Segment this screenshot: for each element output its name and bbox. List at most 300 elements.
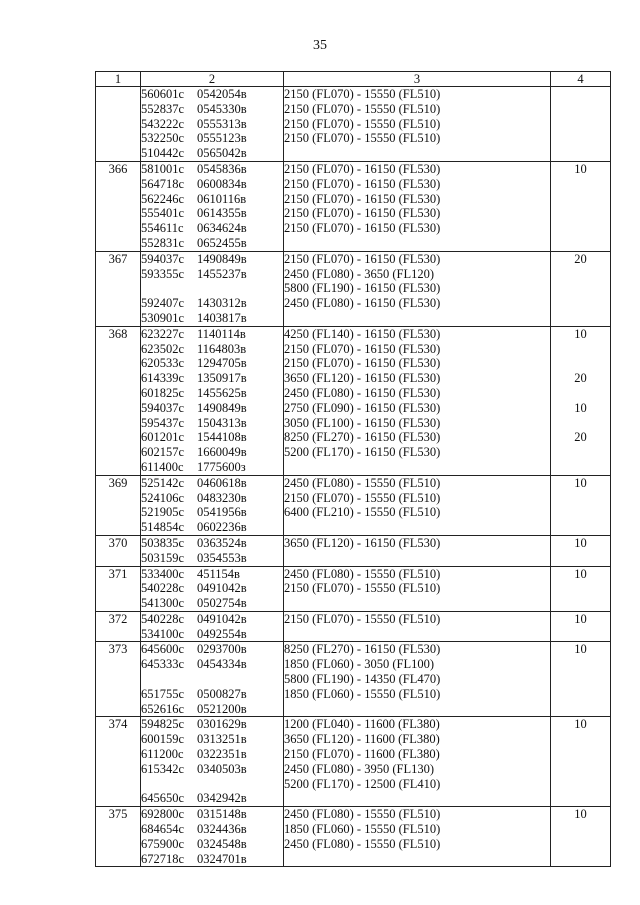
value — [551, 102, 610, 117]
latitude: 651755с — [141, 686, 185, 701]
value-cell — [551, 251, 611, 326]
coordinate-line — [141, 416, 283, 431]
altitude-range-cell — [284, 87, 551, 162]
table-row — [96, 161, 611, 251]
coordinate-line — [141, 822, 283, 837]
latitude: 524106с — [141, 490, 185, 505]
coordinate-line — [141, 87, 283, 102]
latitude: 503159с — [141, 550, 185, 565]
coordinate-line — [141, 581, 283, 596]
table-header-row — [96, 72, 611, 87]
latitude: 592407с — [141, 296, 185, 311]
latitude: 503835с — [141, 535, 185, 550]
altitude-range-cell — [284, 611, 551, 642]
longitude: 0502754в — [197, 596, 247, 611]
longitude: 0634624в — [197, 221, 247, 236]
row-number: 375 — [96, 807, 141, 867]
altitude-range — [284, 551, 550, 566]
latitude: 602157с — [141, 445, 185, 460]
value: 10 — [574, 400, 587, 415]
coordinate-line — [141, 520, 283, 535]
coordinate-line — [141, 505, 283, 520]
longitude: 0565042в — [197, 146, 247, 161]
latitude: 684654с — [141, 822, 185, 837]
value: 20 — [574, 371, 587, 386]
altitude-range-cell — [284, 251, 551, 326]
latitude: 623502с — [141, 341, 185, 356]
value — [551, 267, 610, 282]
value-cell — [551, 535, 611, 566]
altitude-range: 3650 (FL120) - 11600 (FL380) — [284, 732, 440, 747]
coordinate-line — [141, 281, 283, 296]
table-row — [96, 717, 611, 807]
coordinate-line — [141, 672, 283, 687]
value — [551, 837, 610, 852]
altitude-range: 2150 (FL070) - 15550 (FL510) — [284, 490, 441, 505]
value-cell — [551, 475, 611, 535]
value: 10 — [574, 807, 587, 822]
value — [551, 342, 610, 357]
coordinate-line — [141, 386, 283, 401]
coordinate-line — [141, 687, 283, 702]
longitude: 0521200в — [197, 701, 247, 716]
latitude: 564718с — [141, 176, 185, 191]
coordinate-line — [141, 342, 283, 357]
value — [551, 822, 610, 837]
latitude: 581001с — [141, 161, 185, 176]
coordinate-line — [141, 192, 283, 207]
value: 10 — [574, 566, 587, 581]
value-cell — [551, 87, 611, 162]
altitude-range — [284, 311, 550, 326]
coordinate-line — [141, 762, 283, 777]
value — [551, 491, 610, 506]
table-row — [96, 807, 611, 867]
altitude-range: 2150 (FL070) - 15550 (FL510) — [284, 581, 441, 596]
longitude: 0542054в — [197, 87, 247, 101]
value — [551, 206, 610, 221]
value — [551, 460, 610, 475]
coordinates-cell — [141, 326, 284, 475]
coordinates-cell — [141, 251, 284, 326]
longitude: 0491042в — [197, 581, 247, 596]
latitude: 620533с — [141, 356, 185, 371]
altitude-range: 5800 (FL190) - 16150 (FL530) — [284, 281, 441, 296]
altitude-range: 2150 (FL070) - 15550 (FL510) — [284, 87, 441, 101]
longitude: 0555123в — [197, 131, 247, 146]
longitude: 1403817в — [197, 310, 247, 325]
longitude: 1294705в — [197, 356, 247, 371]
longitude: 1490849в — [197, 400, 247, 415]
value: 10 — [574, 611, 587, 626]
longitude: 0602236в — [197, 520, 247, 535]
latitude: 615342с — [141, 761, 185, 776]
table-row — [96, 611, 611, 642]
value — [551, 747, 610, 762]
altitude-range: 5800 (FL190) - 14350 (FL470) — [284, 672, 441, 687]
altitude-range: 2450 (FL080) - 16150 (FL530) — [284, 296, 441, 311]
coordinate-line — [141, 445, 283, 460]
latitude: 652616с — [141, 701, 185, 716]
value: 10 — [574, 642, 587, 657]
altitude-range: 3050 (FL100) - 16150 (FL530) — [284, 415, 441, 430]
coordinate-line — [141, 612, 283, 627]
row-number — [96, 87, 141, 162]
coordinate-line — [141, 146, 283, 161]
longitude: 1430312в — [197, 296, 247, 311]
latitude: 672718с — [141, 851, 185, 866]
longitude: 0545836в — [197, 161, 247, 176]
longitude: 1490849в — [197, 251, 247, 266]
coordinate-line — [141, 296, 283, 311]
latitude: 645650с — [141, 791, 185, 806]
value — [551, 386, 610, 401]
longitude: 1504313в — [197, 415, 247, 430]
table-row — [96, 566, 611, 611]
altitude-range: 2150 (FL070) - 16150 (FL530) — [284, 206, 441, 221]
longitude: 0315148в — [197, 807, 247, 822]
value — [551, 221, 610, 236]
table-row — [96, 251, 611, 326]
latitude: 601825с — [141, 385, 185, 400]
value-cell — [551, 642, 611, 717]
value — [551, 131, 610, 146]
latitude: 594037с — [141, 251, 185, 266]
column-header-2: 2 — [141, 72, 284, 87]
coordinates-cell — [141, 566, 284, 611]
latitude: 692800с — [141, 807, 185, 822]
longitude: 1775600з — [197, 459, 246, 474]
longitude: 0541956в — [197, 505, 247, 520]
row-number: 374 — [96, 717, 141, 807]
latitude: 533400с — [141, 566, 185, 581]
latitude: 554611с — [141, 221, 184, 236]
row-number: 367 — [96, 251, 141, 326]
value — [551, 87, 610, 102]
value — [551, 192, 610, 207]
latitude: 562246с — [141, 191, 185, 206]
column-header-3: 3 — [284, 72, 551, 87]
altitude-range: 2150 (FL070) - 16150 (FL530) — [284, 221, 441, 236]
coordinate-line — [141, 717, 283, 732]
altitude-range: 2450 (FL080) - 15550 (FL510) — [284, 475, 441, 490]
table-row — [96, 475, 611, 535]
row-number: 373 — [96, 642, 141, 717]
coordinate-line — [141, 491, 283, 506]
latitude: 594037с — [141, 400, 185, 415]
longitude: 0545330в — [197, 101, 247, 116]
row-number: 372 — [96, 611, 141, 642]
altitude-range — [284, 236, 550, 251]
longitude: 0460618в — [197, 475, 247, 490]
value: 20 — [574, 430, 587, 445]
longitude: 0342942в — [197, 791, 247, 806]
altitude-range — [284, 146, 550, 161]
longitude: 0492554в — [197, 626, 247, 641]
value — [551, 356, 610, 371]
altitude-range: 2150 (FL070) - 15550 (FL510) — [284, 116, 441, 131]
longitude: 0454334в — [197, 657, 247, 672]
longitude: 0322351в — [197, 747, 247, 762]
latitude: 614339с — [141, 371, 185, 386]
altitude-range: 2750 (FL090) - 16150 (FL530) — [284, 400, 441, 415]
value — [551, 416, 610, 431]
coordinate-line — [141, 162, 283, 177]
latitude: 534100с — [141, 626, 185, 641]
value — [551, 852, 610, 867]
coordinate-line — [141, 702, 283, 717]
value — [551, 445, 610, 460]
latitude: 543222с — [141, 116, 185, 131]
altitude-range: 2150 (FL070) - 15550 (FL510) — [284, 611, 441, 626]
coordinate-line — [141, 252, 283, 267]
value: 10 — [574, 717, 587, 732]
value — [551, 146, 610, 161]
longitude: 1455625в — [197, 385, 247, 400]
altitude-range: 2150 (FL070) - 11600 (FL380) — [284, 747, 440, 762]
altitude-range: 2150 (FL070) - 16150 (FL530) — [284, 356, 441, 371]
coordinate-line — [141, 177, 283, 192]
table-row — [96, 642, 611, 717]
value — [551, 581, 610, 596]
coordinate-line — [141, 131, 283, 146]
altitude-range — [284, 791, 550, 806]
longitude: 0340503в — [197, 761, 247, 776]
altitude-range — [284, 520, 550, 535]
altitude-range-cell — [284, 535, 551, 566]
coordinates-cell — [141, 535, 284, 566]
coordinates-cell — [141, 87, 284, 162]
value — [551, 657, 610, 672]
value — [551, 596, 610, 611]
longitude: 0614355в — [197, 206, 247, 221]
latitude: 611200с — [141, 747, 184, 762]
value-cell — [551, 717, 611, 807]
longitude: 1350917в — [197, 371, 247, 386]
altitude-range: 3650 (FL120) - 16150 (FL530) — [284, 371, 441, 386]
longitude: 0354553в — [197, 550, 247, 565]
value-cell — [551, 807, 611, 867]
coordinate-line — [141, 852, 283, 867]
coordinate-line — [141, 596, 283, 611]
longitude: 1164803в — [197, 341, 247, 356]
row-number: 366 — [96, 161, 141, 251]
coordinate-line — [141, 791, 283, 806]
longitude: 0652455в — [197, 235, 247, 250]
coordinate-line — [141, 732, 283, 747]
value — [551, 236, 610, 251]
latitude: 600159с — [141, 732, 185, 747]
value — [551, 627, 610, 642]
row-number: 370 — [96, 535, 141, 566]
longitude: 0324701в — [197, 851, 247, 866]
altitude-range: 5200 (FL170) - 16150 (FL530) — [284, 445, 441, 460]
value: 10 — [574, 535, 587, 550]
latitude: 532250с — [141, 131, 185, 146]
value — [551, 281, 610, 296]
altitude-range — [284, 852, 550, 867]
latitude: 594825с — [141, 717, 185, 732]
latitude: 514854с — [141, 520, 185, 535]
latitude: 555401с — [141, 206, 185, 221]
longitude: 1544108в — [197, 430, 247, 445]
longitude: 0313251в — [197, 732, 247, 747]
altitude-range — [284, 702, 550, 717]
altitude-range-cell — [284, 807, 551, 867]
value — [551, 520, 610, 535]
table-row — [96, 326, 611, 475]
latitude: 611400с — [141, 459, 184, 474]
latitude: 645333с — [141, 657, 185, 672]
value — [551, 791, 610, 806]
longitude: 1660049в — [197, 445, 247, 460]
latitude: 541300с — [141, 596, 185, 611]
value: 10 — [574, 475, 587, 490]
altitude-range: 6400 (FL210) - 15550 (FL510) — [284, 505, 441, 520]
coordinate-line — [141, 460, 283, 475]
value — [551, 777, 610, 792]
longitude: 1140114в — [197, 326, 246, 341]
coordinate-line — [141, 536, 283, 551]
coordinate-line — [141, 102, 283, 117]
page-number: 35 — [313, 38, 327, 53]
value — [551, 672, 610, 687]
value — [551, 702, 610, 717]
value — [551, 687, 610, 702]
coordinate-line — [141, 267, 283, 282]
column-header-4: 4 — [551, 72, 611, 87]
table-body — [96, 87, 611, 867]
coordinate-line — [141, 221, 283, 236]
coordinate-line — [141, 837, 283, 852]
coordinates-cell — [141, 807, 284, 867]
column-header-1: 1 — [96, 72, 141, 87]
altitude-range — [284, 596, 550, 611]
latitude: 552831с — [141, 235, 185, 250]
coordinate-line — [141, 327, 283, 342]
coordinate-line — [141, 657, 283, 672]
coordinate-line — [141, 356, 283, 371]
latitude: 593355с — [141, 266, 185, 281]
altitude-range: 2450 (FL080) - 3950 (FL130) — [284, 761, 434, 776]
longitude: 0293700в — [197, 642, 247, 657]
latitude: 510442с — [141, 146, 185, 161]
altitude-range: 2150 (FL070) - 16150 (FL530) — [284, 191, 441, 206]
coordinate-line — [141, 642, 283, 657]
longitude: 0363524в — [197, 535, 247, 550]
latitude: 525142с — [141, 475, 185, 490]
coordinate-line — [141, 206, 283, 221]
coordinate-line — [141, 401, 283, 416]
value — [551, 117, 610, 132]
latitude: 530901с — [141, 310, 185, 325]
altitude-range: 8250 (FL270) - 16150 (FL530) — [284, 642, 441, 657]
altitude-range: 2450 (FL080) - 3650 (FL120) — [284, 266, 434, 281]
value: 10 — [574, 161, 587, 176]
longitude: 1455237в — [197, 266, 247, 281]
value: 20 — [574, 251, 587, 266]
altitude-range: 4250 (FL140) - 16150 (FL530) — [284, 326, 441, 341]
altitude-range: 2450 (FL080) - 16150 (FL530) — [284, 385, 441, 400]
latitude: 552837с — [141, 101, 185, 116]
coordinate-line — [141, 777, 283, 792]
coordinate-line — [141, 117, 283, 132]
value — [551, 177, 610, 192]
longitude: 451154в — [197, 566, 240, 581]
coordinate-line — [141, 311, 283, 326]
coordinate-line — [141, 430, 283, 445]
altitude-range: 1200 (FL040) - 11600 (FL380) — [284, 717, 440, 732]
altitude-range — [284, 460, 550, 475]
value — [551, 296, 610, 311]
latitude: 601201с — [141, 430, 185, 445]
altitude-range: 3650 (FL120) - 16150 (FL530) — [284, 535, 441, 550]
coordinates-cell — [141, 161, 284, 251]
value — [551, 732, 610, 747]
latitude: 595437с — [141, 415, 185, 430]
longitude: 0610116в — [197, 191, 247, 206]
latitude: 675900с — [141, 836, 185, 851]
latitude: 645600с — [141, 642, 185, 657]
altitude-range: 2150 (FL070) - 16150 (FL530) — [284, 161, 441, 176]
row-number: 368 — [96, 326, 141, 475]
latitude: 560601с — [141, 87, 185, 101]
table-row — [96, 87, 611, 162]
coordinate-line — [141, 236, 283, 251]
altitude-range — [284, 627, 550, 642]
longitude: 0491042в — [197, 611, 247, 626]
value — [551, 551, 610, 566]
altitude-range: 2450 (FL080) - 15550 (FL510) — [284, 836, 441, 851]
routes-table — [95, 71, 611, 867]
coordinates-cell — [141, 717, 284, 807]
coordinates-cell — [141, 475, 284, 535]
longitude: 0301629в — [197, 717, 247, 732]
value — [551, 505, 610, 520]
coordinate-line — [141, 747, 283, 762]
coordinate-line — [141, 807, 283, 822]
altitude-range: 1850 (FL060) - 3050 (FL100) — [284, 657, 434, 672]
longitude: 0600834в — [197, 176, 247, 191]
altitude-range-cell — [284, 161, 551, 251]
latitude: 540228с — [141, 581, 185, 596]
latitude: 540228с — [141, 611, 185, 626]
row-number: 371 — [96, 566, 141, 611]
value — [551, 311, 610, 326]
value-cell — [551, 326, 611, 475]
value-cell — [551, 566, 611, 611]
altitude-range: 2150 (FL070) - 16150 (FL530) — [284, 251, 441, 266]
value-cell — [551, 161, 611, 251]
coordinates-cell — [141, 642, 284, 717]
altitude-range: 2150 (FL070) - 16150 (FL530) — [284, 176, 441, 191]
coordinate-line — [141, 371, 283, 386]
altitude-range-cell — [284, 566, 551, 611]
altitude-range: 1850 (FL060) - 15550 (FL510) — [284, 686, 441, 701]
coordinates-cell — [141, 611, 284, 642]
coordinate-line — [141, 551, 283, 566]
value-cell — [551, 611, 611, 642]
row-number: 369 — [96, 475, 141, 535]
altitude-range: 2450 (FL080) - 15550 (FL510) — [284, 807, 441, 822]
latitude: 623227с — [141, 326, 185, 341]
altitude-range-cell — [284, 642, 551, 717]
longitude: 0324548в — [197, 836, 247, 851]
longitude: 0500827в — [197, 686, 247, 701]
altitude-range: 2150 (FL070) - 16150 (FL530) — [284, 341, 441, 356]
altitude-range: 2150 (FL070) - 15550 (FL510) — [284, 131, 441, 146]
coordinate-line — [141, 627, 283, 642]
